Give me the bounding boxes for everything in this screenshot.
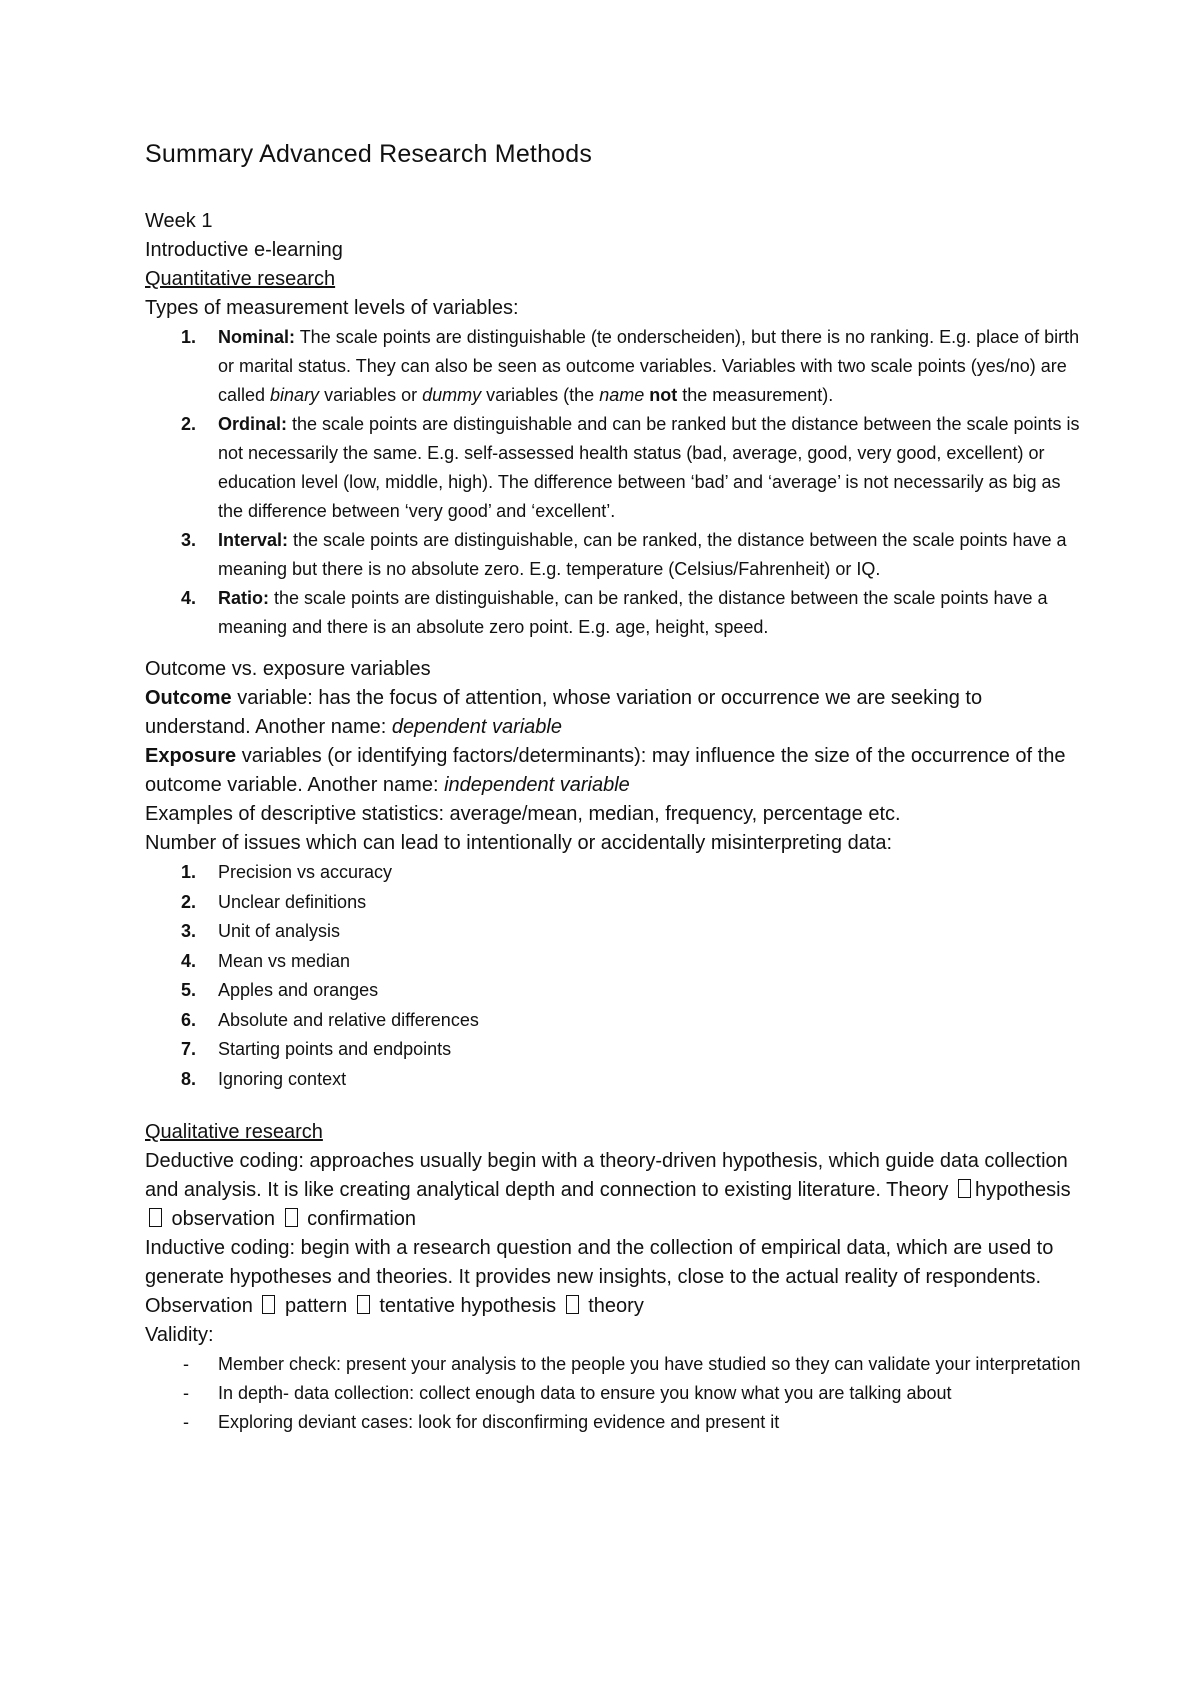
arrow-placeholder-icon: [566, 1295, 579, 1314]
outcome-paragraph: [145, 684, 1085, 742]
document-title: Summary Advanced Research Methods: [145, 140, 593, 168]
dash-bullet: -: [183, 1412, 189, 1432]
text: Mean vs median: [218, 950, 351, 971]
exposure-paragraph: [145, 742, 1085, 800]
list-item: [145, 1035, 1085, 1065]
text: the scale points are distinguishable, can be ranked, the distance between the scale points have a meaning and there is an absolute zero point. E.g. age, height, speed.: [218, 588, 1048, 637]
text: Absolute and relative differences: [218, 1009, 479, 1030]
list-item: [145, 1065, 1085, 1095]
qualitative-heading: Qualitative research: [145, 1121, 323, 1143]
bold-term: not: [644, 385, 678, 405]
list-item: [145, 917, 1085, 947]
issues-list: [145, 858, 1085, 1094]
issues-intro: Number of issues which can lead to intentionally or accidentally misinterpreting data:: [145, 832, 893, 854]
measurement-levels-list: [145, 323, 1085, 642]
list-item: [145, 858, 1085, 888]
list-item: [145, 888, 1085, 918]
list-item: [145, 976, 1085, 1006]
text: variable: has the focus of attention, whose variation or occurrence we are seeking to understand. Another name:: [145, 687, 983, 738]
text: Unclear definitions: [218, 891, 367, 912]
arrow-placeholder-icon: [285, 1208, 298, 1227]
term: Nominal:: [218, 327, 296, 347]
list-item: [145, 947, 1085, 977]
list-number: 8.: [181, 1068, 197, 1089]
list-item: [145, 584, 1085, 642]
bold-term: Outcome: [145, 687, 232, 709]
intro-heading: Introductive e-learning: [145, 239, 343, 261]
deductive-paragraph: [145, 1147, 1085, 1234]
text: Precision vs accuracy: [218, 862, 393, 882]
document-content: [145, 140, 1085, 1437]
text: Member check: present your analysis to the people you have studied so they can validate your interpretation: [218, 1354, 1081, 1374]
list-item: [145, 410, 1085, 526]
dash-bullet: -: [183, 1383, 189, 1403]
list-item: [145, 1006, 1085, 1036]
list-item: [145, 526, 1085, 584]
list-number: 6.: [181, 1009, 197, 1030]
week-heading: Week 1: [145, 210, 213, 232]
text: variables or: [319, 385, 423, 405]
text: Inductive coding: begin with a research question and the collection of empirical data, which are used to generate hypotheses and theories. It provides new insights, close to the actual reality of respondents. Observation: [145, 1237, 1054, 1317]
text: variables (or identifying factors/determinants): may influence the size of the occurrence of the outcome variable. Another name:: [145, 745, 1066, 796]
quantitative-heading: Quantitative research: [145, 268, 336, 290]
list-number: 1.: [181, 327, 197, 347]
list-number: 4.: [181, 950, 197, 971]
text: Exploring deviant cases: look for disconfirming evidence and present it: [218, 1412, 780, 1432]
list-number: 7.: [181, 1039, 197, 1059]
list-number: 3.: [181, 921, 197, 941]
term: Ratio:: [218, 588, 269, 608]
text: the measurement).: [677, 385, 834, 405]
list-number: 5.: [181, 980, 197, 1000]
text: Unit of analysis: [218, 921, 341, 941]
list-item: [145, 323, 1085, 410]
list-item: [145, 1408, 1085, 1437]
text: Deductive coding: approaches usually begin with a theory-driven hypothesis, which guide data collection and analysis. It is like creating analytical depth and connection to existing literature. Theory: [145, 1150, 1068, 1201]
list-number: 2.: [181, 891, 197, 912]
validity-heading: Validity:: [145, 1324, 214, 1346]
italic-term: dependent variable: [391, 716, 562, 738]
text: Starting points and endpoints: [218, 1039, 452, 1059]
list-number: 3.: [181, 530, 197, 550]
list-number: 2.: [181, 414, 197, 434]
arrow-placeholder-icon: [262, 1295, 275, 1314]
outcome-exposure-heading: Outcome vs. exposure variables: [145, 658, 431, 680]
italic-term: binary: [270, 385, 320, 405]
italic-term: independent variable: [444, 774, 630, 796]
list-item: [145, 1379, 1085, 1408]
text: the scale points are distinguishable, can be ranked, the distance between the scale points have a meaning but there is no absolute zero. E.g. temperature (Celsius/Fahrenheit) or IQ.: [218, 530, 1067, 579]
text: variables (the: [481, 385, 600, 405]
text: pattern: [279, 1295, 353, 1317]
inductive-paragraph: [145, 1234, 1085, 1321]
list-number: 4.: [181, 588, 197, 608]
dash-bullet: -: [183, 1354, 189, 1374]
text: theory: [582, 1295, 644, 1317]
text: observation: [166, 1208, 281, 1230]
validity-list: [145, 1350, 1085, 1437]
text: Ignoring context: [218, 1068, 347, 1089]
bold-term: Exposure: [145, 745, 237, 767]
text: tentative hypothesis: [373, 1295, 562, 1317]
italic-term: name: [599, 385, 645, 405]
italic-term: dummy: [422, 385, 482, 405]
text: Apples and oranges: [218, 980, 379, 1000]
text: the scale points are distinguishable and can be ranked but the distance between the scale points is not necessarily the same. E.g. self-assessed health status (bad, average, good, very good, excellent) or education level (low, middle, high). The difference between ‘bad’ and ‘average’ is not necessarily as big as the difference between ‘very good’ and ‘excellent’.: [218, 414, 1080, 521]
text: The scale points are distinguishable (te onderscheiden), but there is no ranking. E.g. place of birth or marital status. They can also be seen as outcome variables. Variables with two scale points (yes/no) are called: [218, 327, 1080, 405]
arrow-placeholder-icon: [958, 1179, 971, 1198]
examples-paragraph: Examples of descriptive statistics: average/mean, median, frequency, percentage etc.: [145, 803, 901, 825]
arrow-placeholder-icon: [149, 1208, 162, 1227]
text: hypothesis: [974, 1179, 1071, 1201]
text: In depth- data collection: collect enough data to ensure you know what you are talking about: [218, 1383, 952, 1403]
term: Ordinal:: [218, 414, 288, 434]
arrow-placeholder-icon: [357, 1295, 370, 1314]
list-item: [145, 1350, 1085, 1379]
levels-intro: Types of measurement levels of variables:: [145, 297, 519, 319]
text: confirmation: [301, 1208, 417, 1230]
term: Interval:: [218, 530, 289, 550]
list-number: 1.: [181, 862, 197, 882]
